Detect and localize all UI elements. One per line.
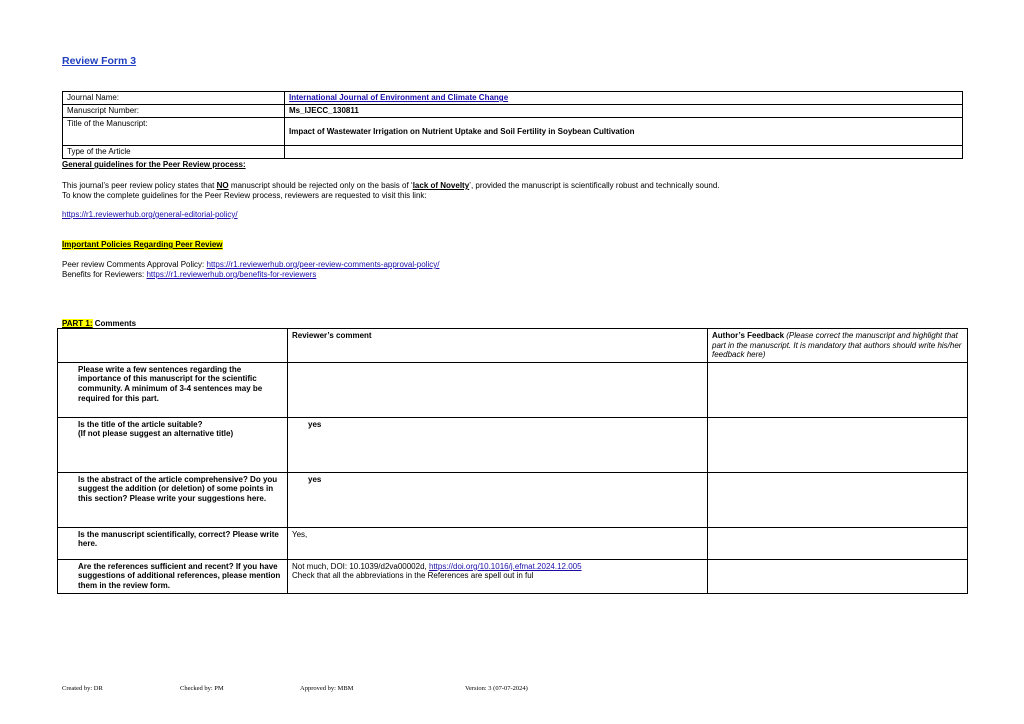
question-title: Is the title of the article suitable? (If not please suggest an alternative title) <box>58 417 288 472</box>
references-doi-link[interactable]: https://doi.org/10.1016/j.efmat.2024.12.005 <box>428 561 582 571</box>
form-title: Review Form 3 <box>62 55 137 67</box>
references-comment-b: Check that all the abbreviations in the References are spell out in ful <box>292 571 534 581</box>
reviewer-comment-importance[interactable] <box>288 362 708 417</box>
guidelines-line1-a: This journal’s peer review policy states that <box>62 181 217 190</box>
references-comment-a: Not much, DOI: 10.1039/d2va00002d, <box>292 561 429 571</box>
footer-created: Created by: DR <box>62 685 103 692</box>
journal-value <box>285 92 963 105</box>
question-header <box>58 329 288 363</box>
editorial-policy-link[interactable]: https://r1.reviewerhub.org/general-editorial-policy/ <box>62 210 238 219</box>
approval-policy-label: Peer review Comments Approval Policy: <box>62 260 207 269</box>
title-value: Impact of Wastewater Irrigation on Nutrient Uptake and Soil Fertility in Soybean Cultivation <box>285 118 963 146</box>
table-row <box>58 362 968 417</box>
footer-approved: Approved by: MBM <box>300 685 354 692</box>
guidelines-line1-b: manuscript should be rejected only on the basis of ‘ <box>228 181 413 190</box>
question-references: Are the references sufficient and recent? If you have suggestions of additional references, please mention them in the review form. <box>58 559 288 593</box>
table-row <box>58 472 968 527</box>
approval-policy-link[interactable]: https://r1.reviewerhub.org/peer-review-comments-approval-policy/ <box>206 260 440 269</box>
journal-link[interactable]: International Journal of Environment and Climate Change <box>289 93 509 102</box>
question-importance: Please write a few sentences regarding the importance of this manuscript for the scientific community. A minimum of 3-4 sentences may be required for this part. <box>58 362 288 417</box>
type-label: Type of the Article <box>63 146 285 159</box>
guidelines-line2: To know the complete guidelines for the Peer Review process, reviewers are requested to visit this link: <box>62 191 427 200</box>
author-feedback-importance[interactable] <box>708 362 968 417</box>
manuscript-number-label: Manuscript Number: <box>63 105 285 118</box>
author-feedback-scientific[interactable] <box>708 527 968 559</box>
comments-table <box>57 328 968 594</box>
policies-heading: Important Policies Regarding Peer Review <box>62 240 223 249</box>
guidelines-line1-c: ’, provided the manuscript is scientifically robust and technically sound. <box>469 181 720 190</box>
reviewer-comment-abstract[interactable]: yes <box>288 472 708 527</box>
author-feedback-title: Author’s Feedback <box>712 331 785 340</box>
footer-checked: Checked by: PM <box>180 685 224 692</box>
table-row <box>58 417 968 472</box>
author-feedback-abstract[interactable] <box>708 472 968 527</box>
title-label: Title of the Manuscript: <box>63 118 285 146</box>
guidelines-text <box>62 181 982 201</box>
no-emphasis: NO <box>216 181 229 190</box>
question-abstract: Is the abstract of the article comprehensive? Do you suggest the addition (or deletion) of some points in this section? Please write your suggestions here. <box>58 472 288 527</box>
approval-policy-line <box>62 260 439 270</box>
type-value <box>285 146 963 159</box>
author-feedback-references[interactable] <box>708 559 968 593</box>
reviewer-comment-header: Reviewer’s comment <box>288 329 708 363</box>
journal-label: Journal Name: <box>63 92 285 105</box>
table-row <box>58 559 968 593</box>
manuscript-number-value: Ms_IJECC_130811 <box>285 105 963 118</box>
part1-title: Comments <box>92 319 137 328</box>
guidelines-heading: General guidelines for the Peer Review process: <box>62 160 246 169</box>
author-feedback-title-cell[interactable] <box>708 417 968 472</box>
benefits-label: Benefits for Reviewers: <box>62 270 147 279</box>
manuscript-info-table <box>62 91 963 159</box>
question-scientific: Is the manuscript scientifically, correct? Please write here. <box>58 527 288 559</box>
benefits-line <box>62 270 316 280</box>
benefits-link[interactable]: https://r1.reviewerhub.org/benefits-for-reviewers <box>146 270 317 279</box>
part1-label: PART 1: <box>62 319 93 328</box>
reviewer-comment-title[interactable]: yes <box>288 417 708 472</box>
comments-header-row <box>58 329 968 363</box>
novelty-emphasis: lack of Novelty <box>412 181 470 190</box>
table-row <box>58 527 968 559</box>
author-feedback-note: (Please correct the manuscript and highlight that part in the manuscript. It is mandatory that authors should write his/her feedback here) <box>712 331 962 360</box>
reviewer-comment-references[interactable] <box>288 559 708 593</box>
author-feedback-header <box>708 329 968 363</box>
reviewer-comment-scientific[interactable]: Yes, <box>288 527 708 559</box>
footer-version: Version: 3 (07-07-2024) <box>465 685 528 692</box>
